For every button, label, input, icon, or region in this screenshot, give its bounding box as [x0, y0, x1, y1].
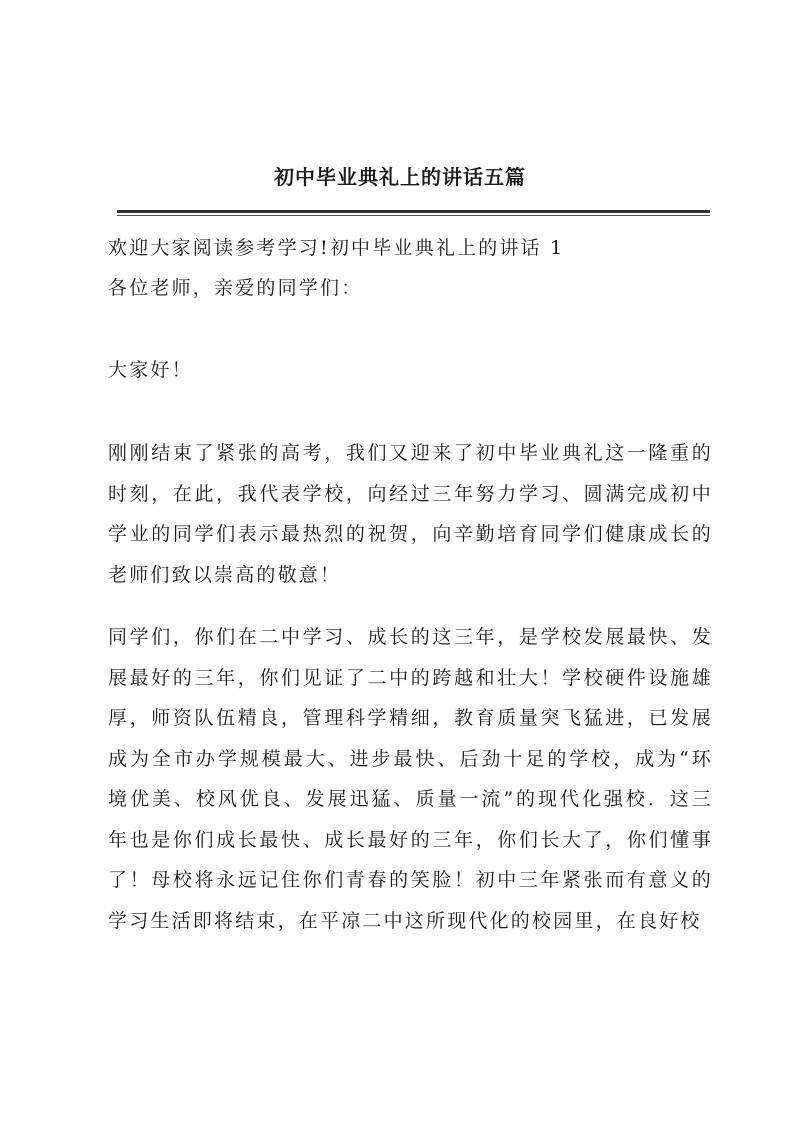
salutation: 各位老师，亲爱的同学们： [108, 277, 363, 299]
title-rule-thin [117, 215, 710, 216]
paragraph-1-block [108, 433, 713, 595]
intro-line: 欢迎大家阅读参考学习!初中毕业典礼上的讲话 1 [108, 237, 565, 259]
greeting-block [108, 350, 713, 390]
paragraph-2: 同学们，你们在二中学习、成长的这三年，是学校发展最快、发展最好的三年，你们见证了二中的跨越和壮大！学校硬件设施雄厚，师资队伍精良，管理科学精细，教育质量突飞猛进，已发展成为全市办学规模最大、进步最快、后劲十足的学校，成为“环境优美、校风优良、发展迅猛、质量一流”的现代化强校．这三年也是你们成长最快、成长最好的三年，你们长大了，你们懂事了！母校将永远记住你们青春的笑脸！初中三年紧张而有意义的学习生活即将结束，在平凉二中这所现代化的校园里，在良好校 [108, 626, 713, 932]
intro-block [108, 228, 713, 308]
document-title: 初中毕业典礼上的讲话五篇 [274, 165, 526, 189]
paragraph-1: 刚刚结束了紧张的高考，我们又迎来了初中毕业典礼这一隆重的时刻，在此，我代表学校，向经过三年努力学习、圆满完成初中学业的同学们表示最热烈的祝贺，向辛勤培育同学们健康成长的老师们致以崇高的敬意！ [108, 442, 713, 586]
greeting: 大家好！ [108, 359, 193, 381]
paragraph-2-block [108, 617, 713, 941]
title-rule-thick [117, 210, 710, 213]
